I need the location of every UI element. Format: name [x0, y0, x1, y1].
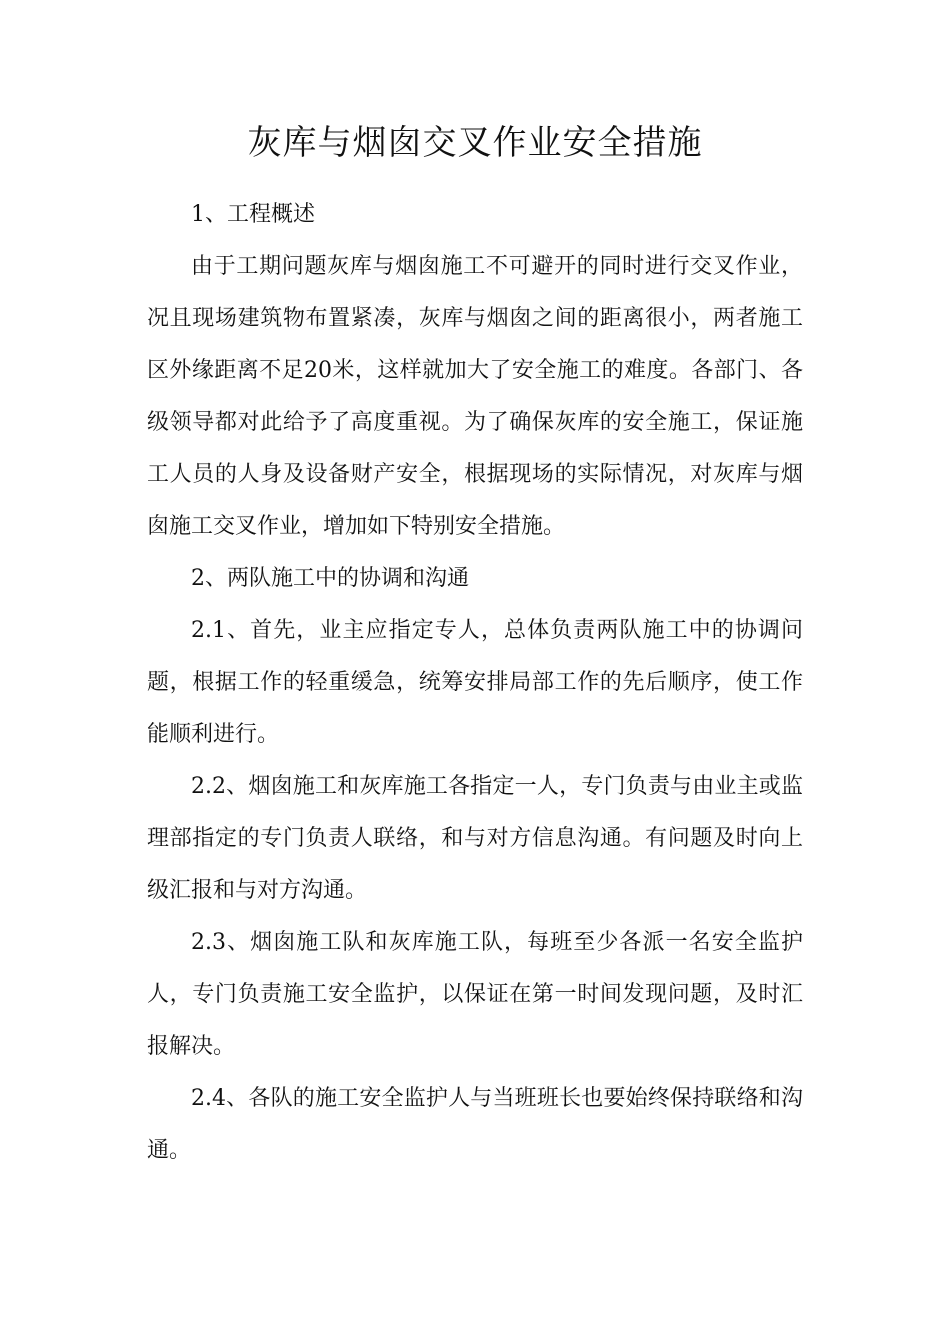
paragraph-2-2: 2.2、烟囱施工和灰库施工各指定一人，专门负责与由业主或监理部指定的专门负责人联络，和与对方信息沟通。有问题及时向上级汇报和与对方沟通。 [147, 774, 803, 903]
paragraph-overview: 由于工期问题灰库与烟囱施工不可避开的同时进行交叉作业，况且现场建筑物布置紧凑，灰库与烟囱之间的距离很小，两者施工区外缘距离不足20米，这样就加大了安全施工的难度。各部门、各级领导都对此给予了高度重视。为了确保灰库的安全施工，保证施工人员的人身及设备财产安全，根据现场的实际情况，对灰库与烟囱施工交叉作业，增加如下特别安全措施。 [147, 254, 803, 539]
paragraph-2-4: 2.4、各队的施工安全监护人与当班班长也要始终保持联络和沟通。 [147, 1086, 803, 1163]
section-heading-overview: 1、工程概述 [191, 202, 315, 227]
paragraph-2-1: 2.1、首先，业主应指定专人，总体负责两队施工中的协调问题，根据工作的轻重缓急，统筹安排局部工作的先后顺序，使工作能顺利进行。 [147, 618, 803, 747]
section-heading-coordination: 2、两队施工中的协调和沟通 [191, 566, 469, 591]
document-title: 灰库与烟囱交叉作业安全措施 [247, 123, 703, 163]
paragraph-2-3: 2.3、烟囱施工队和灰库施工队，每班至少各派一名安全监护人，专门负责施工安全监护，以保证在第一时间发现问题，及时汇报解决。 [147, 930, 803, 1059]
document-body [147, 189, 803, 1177]
